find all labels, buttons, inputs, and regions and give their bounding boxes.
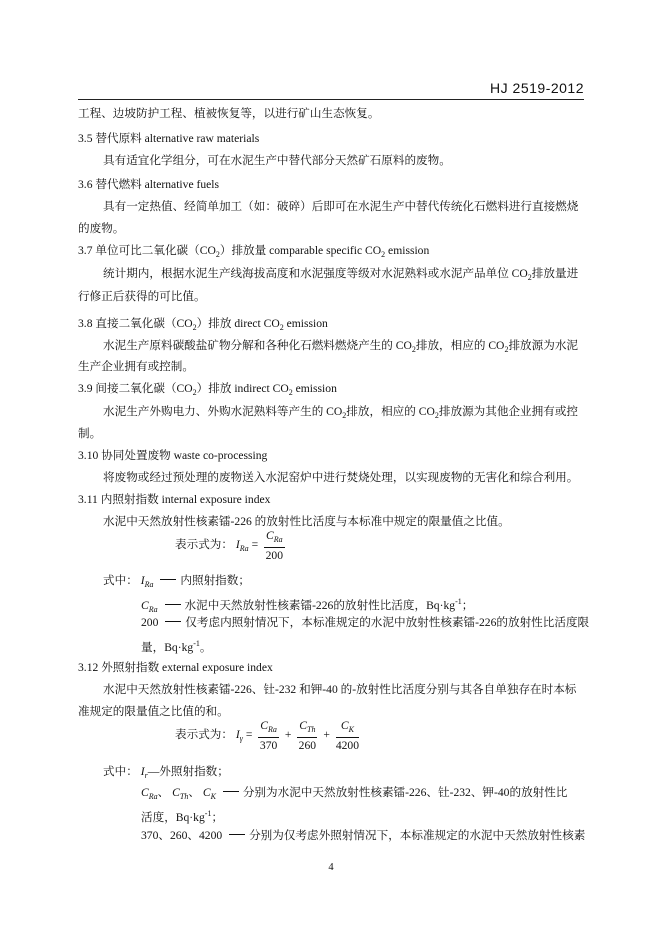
section-3-9-body-1: 水泥生产外购电力、外购水泥熟料等产生的 $CO_2$排放，相应的 $CO_2$排放源为其他企业拥有或控: [103, 405, 579, 420]
section-3-12-body-1: 水泥中天然放射性核素镭-226、钍-232 和钾-40 的-放射性比活度分别与其各自单独存在时本标: [103, 683, 577, 696]
header-rule: [78, 99, 584, 100]
line-continuation: 工程、边坡防护工程、植被恢复等，以进行矿山生态恢复。: [78, 107, 380, 120]
section-3-8-title: 3.8 直接二氧化碳$(CO_2)$排放 direct $CO_2$ emission: [78, 317, 328, 332]
fraction: $\frac{C_{Ra}}{200}$: [265, 529, 284, 562]
definition-external-index: 式中： $I_r—$外照射指数；: [103, 765, 229, 780]
definition-limit-200: 200 仅考虑内照射情况下，本标准规定的水泥中放射性核素镭-226的放射性比活度限: [141, 616, 590, 629]
definition-limit-200-cont: 量，$Bq\cdot kg^{-1}$。: [141, 639, 212, 654]
section-3-9-title: 3.9 间接二氧化碳$(CO_2)$排放 indirect $CO_2$ emission: [78, 382, 337, 397]
fraction-th: $\frac{C_{Th}}{260}$: [298, 719, 317, 752]
section-3-10-title: 3.10 协同处置废物 waste co-processing: [78, 449, 268, 462]
section-3-12-title: 3.12 外照射指数 external exposure index: [78, 661, 273, 674]
section-3-6-title: 3.6 替代燃料 alternative fuels: [78, 178, 220, 191]
definition-limits: 370、260、4200 分别为仅考虑外照射情况下，本标准规定的水泥中天然放射性核素: [141, 829, 586, 842]
section-3-5-body: 具有适宜化学组分，可在水泥生产中替代部分天然矿石原料的废物。: [103, 154, 451, 167]
doc-code: HJ 2519-2012: [490, 80, 584, 96]
section-3-9-body-2: 制。: [78, 427, 102, 440]
section-3-7-title: 3.7 单位可比二氧化碳$(CO_2)$排放量 comparable specific $CO_2$ emission: [78, 244, 430, 259]
section-3-7-body-2: 行修正后获得的可比值。: [78, 290, 206, 303]
definition-activities-cont: 活度，$Bq\cdot kg^{-1}$；: [141, 809, 224, 824]
section-3-7-body-1: 统计期内，根据水泥生产线海拔高度和水泥强度等级对水泥熟料或水泥产品单位 $CO_2$排放量进: [103, 267, 579, 282]
fraction-k: $\frac{C_K}{4200}$: [335, 719, 359, 752]
definition-activities: $C_{Ra}$、 $C_{Th}$、 $C_K$ 分别为水泥中天然放射性核素镭-226、钍-232、钾-40的放射性比: [141, 786, 568, 801]
section-3-6-body-2: 的废物。: [78, 222, 125, 235]
section-3-10-body: 将废物或经过预处理的废物送入水泥窑炉中进行焚烧处理，以实现废物的无害化和综合利用。: [103, 471, 579, 484]
formula-internal-index: 表示式为： $I_{Ra}$ = $\frac{C_{Ra}}{200}$: [175, 529, 284, 562]
definition-activity-ra: $C_{Ra}$ 水泥中天然放射性核素镭-226的放射性比活度，$Bq\cdot kg^{-1}$；: [141, 597, 474, 614]
section-3-8-body-2: 生产企业拥有或控制。: [78, 360, 194, 373]
section-3-8-body-1: 水泥生产原料碳酸盐矿物分解和各种化石燃料燃烧产生的 $CO_2$排放，相应的 $CO_2$排放源为水泥: [103, 339, 579, 354]
section-3-6-body-1: 具有一定热值、经简单加工（如：破碎）后即可在水泥生产中替代传统化石燃料进行直接燃烧: [103, 200, 579, 213]
page-number: 4: [328, 862, 334, 873]
section-3-11-body: 水泥中天然放射性核素镭-226 的放射性比活度与本标准中规定的限量值之比值。: [103, 515, 510, 528]
formula-external-index: 表示式为： $I_\gamma$ = $\frac{C_{Ra}}{370}$ + $\frac{C_{Th}}{260}$ + $\frac{C_K}{4200}$: [175, 719, 359, 752]
definition-internal-index: 式中： $I_{Ra}$ 内照射指数；: [103, 574, 250, 589]
fraction-ra: $\frac{C_{Ra}}{370}$: [259, 719, 278, 752]
section-3-5-title: 3.5 替代原料 alternative raw materials: [78, 132, 260, 145]
section-3-12-body-2: 准规定的限量值之比值的和。: [78, 705, 229, 718]
section-3-11-title: 3.11 内照射指数 internal exposure index: [78, 493, 271, 506]
